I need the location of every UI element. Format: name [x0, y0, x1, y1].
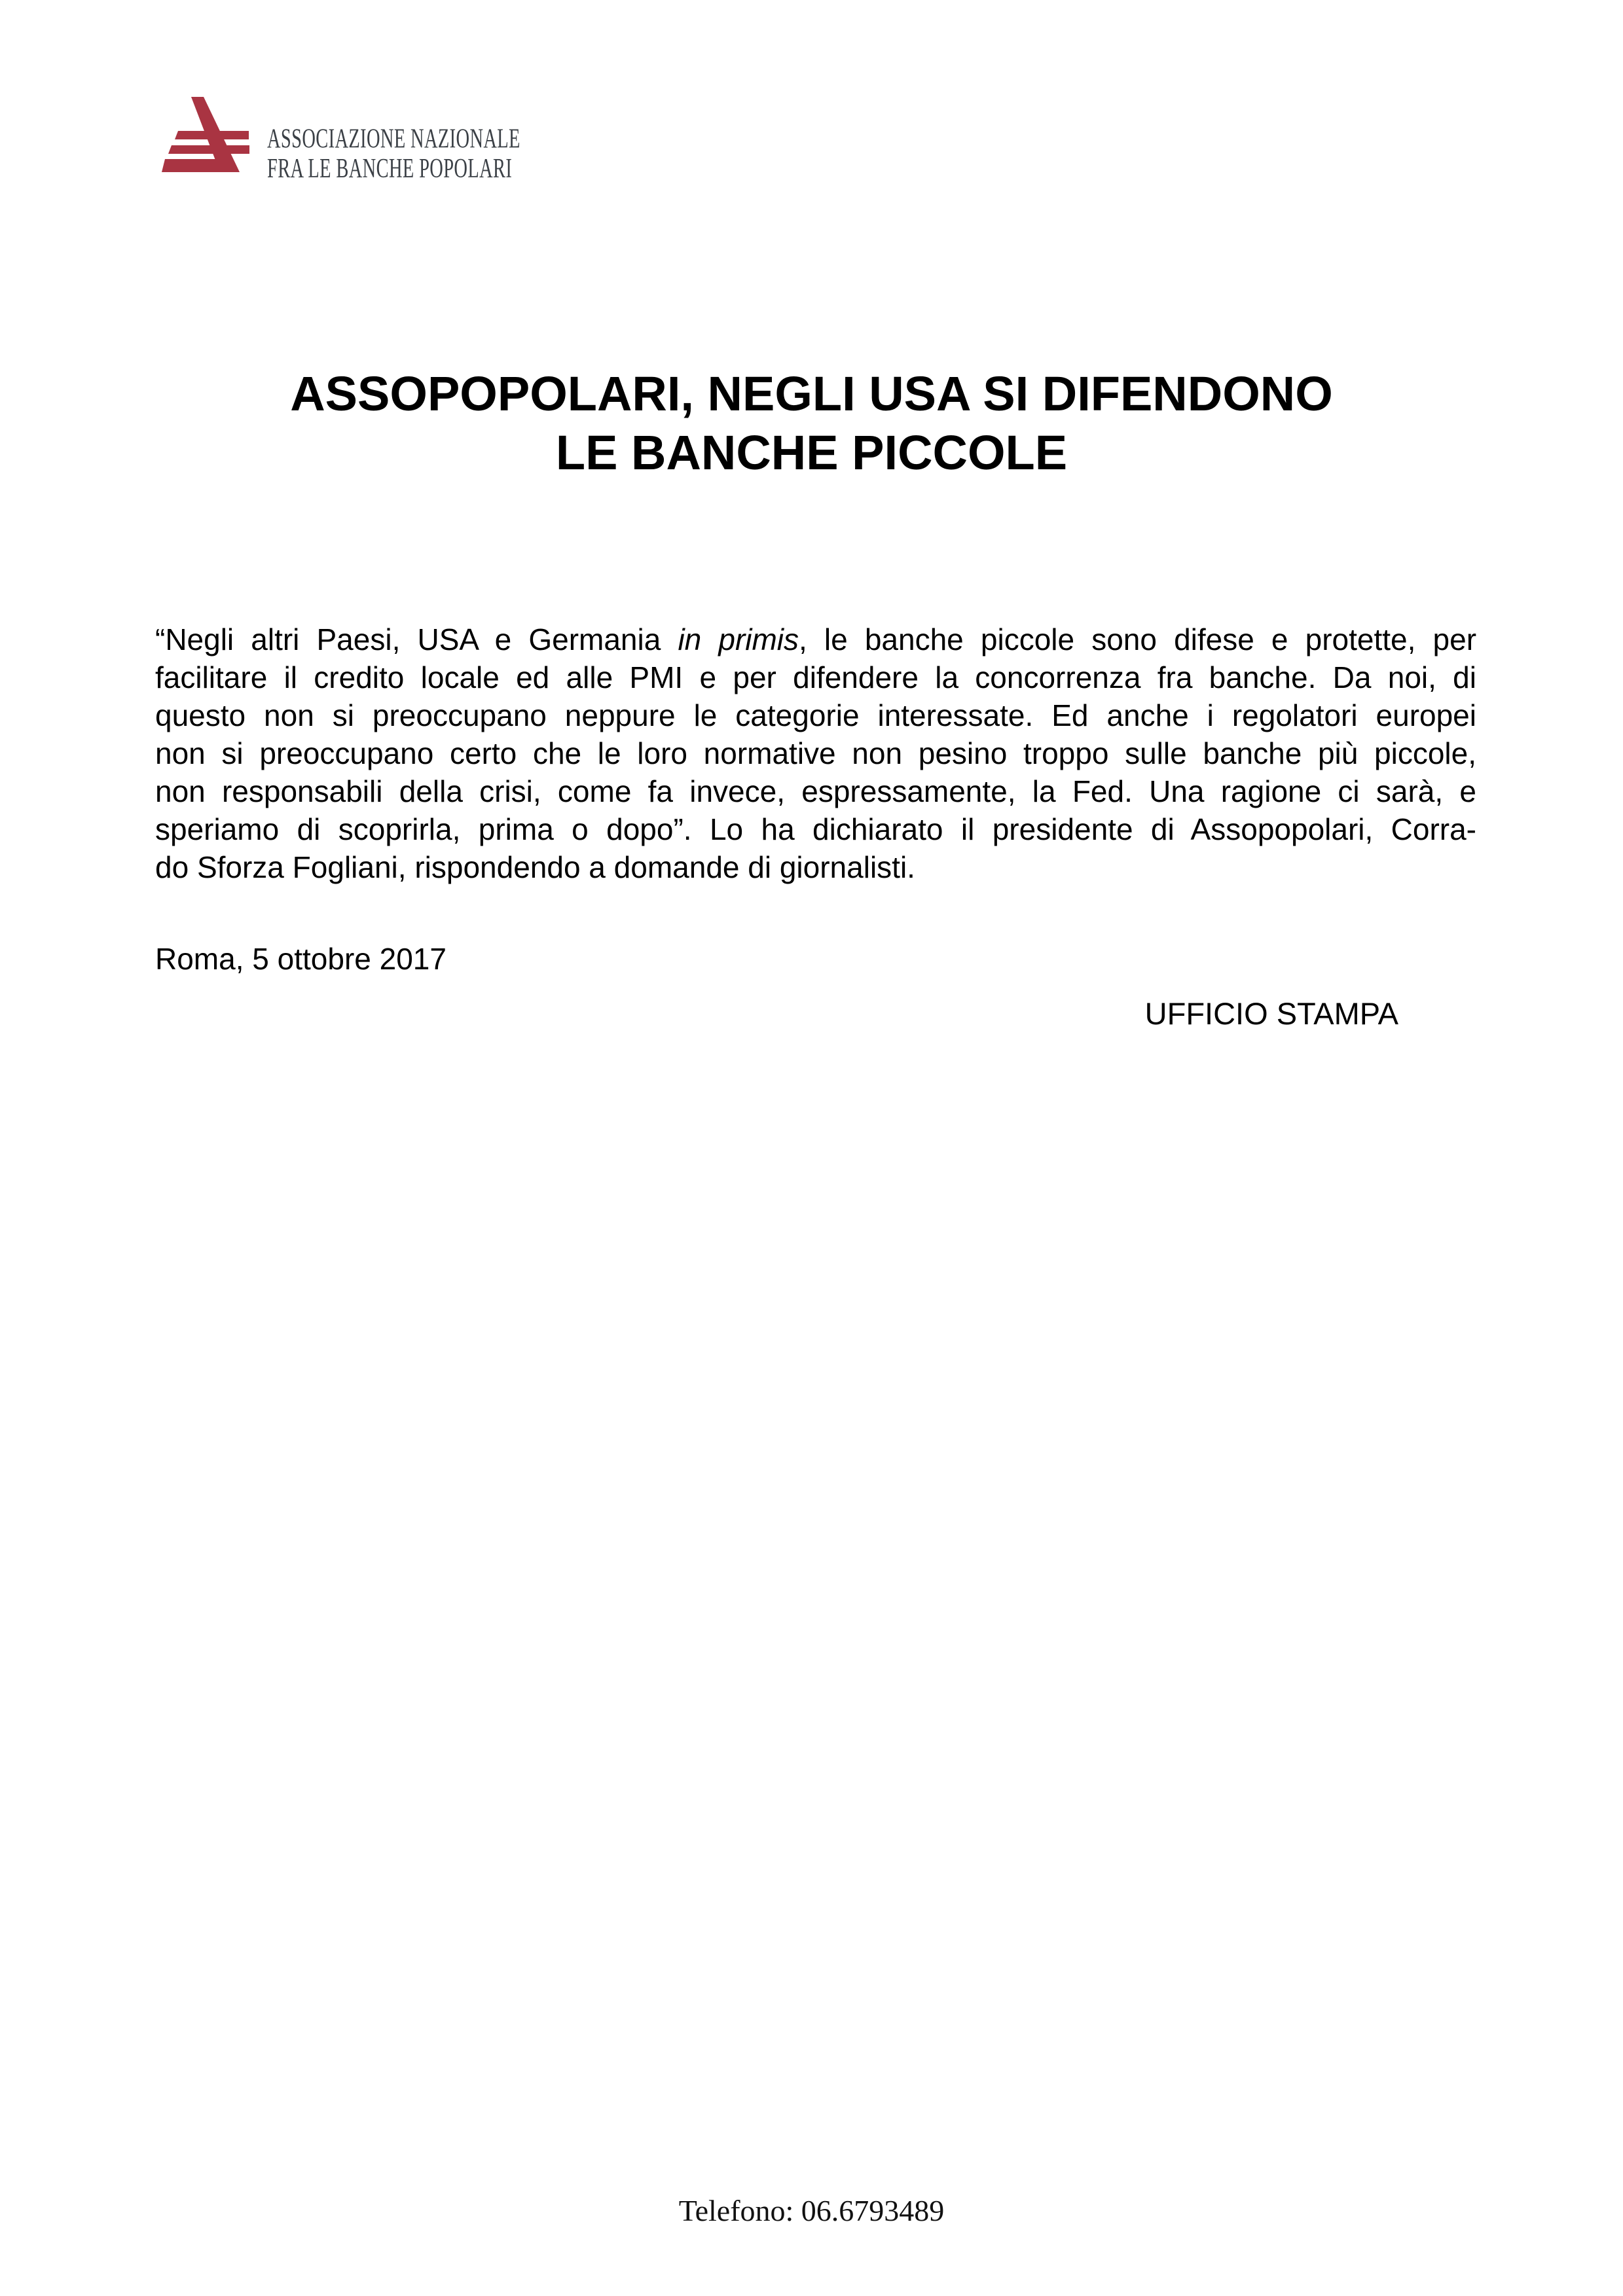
- title-line1: ASSOPOPOLARI, NEGLI USA SI DIFENDONO: [290, 367, 1333, 421]
- paragraph-line: facilitare il credito locale ed alle PMI e per difendere la concorrenza fra banche. Da noi, di: [155, 660, 1476, 694]
- footer-phone: Telefono: 06.6793489: [678, 2194, 945, 2227]
- org-name-line1: ASSOCIAZIONE NAZIONALE: [267, 123, 520, 154]
- paragraph-line: do Sforza Fogliani, rispondendo a domande di giornalisti.: [155, 850, 915, 884]
- press-release-title: [0, 365, 1623, 482]
- title-line2: LE BANCHE PICCOLE: [555, 425, 1068, 480]
- paragraph-line: “Negli altri Paesi, USA e Germania in primis, le banche piccole sono difese e protette, per: [155, 622, 1477, 656]
- press-office-signoff: UFFICIO STAMPA: [1144, 996, 1398, 1031]
- paragraph-line: non si preoccupano certo che le loro normative non pesino troppo sulle banche più piccole,: [155, 736, 1476, 770]
- dateline: Roma, 5 ottobre 2017: [155, 942, 447, 976]
- assopopolari-logo-icon: [154, 95, 259, 180]
- paragraph-line: speriamo di scoprirla, prima o dopo”. Lo ha dichiarato il presidente di Assopopolari, Corra-: [155, 812, 1476, 846]
- org-name-line2: FRA LE BANCHE POPOLARI: [267, 153, 513, 184]
- body-paragraph: [155, 620, 1476, 886]
- paragraph-line: non responsabili della crisi, come fa invece, espressamente, la Fed. Una ragione ci sarà, e: [155, 774, 1476, 808]
- paragraph-line: questo non si preoccupano neppure le categorie interessate. Ed anche i regolatori europei: [155, 698, 1476, 732]
- letterhead-org-name: [267, 124, 520, 184]
